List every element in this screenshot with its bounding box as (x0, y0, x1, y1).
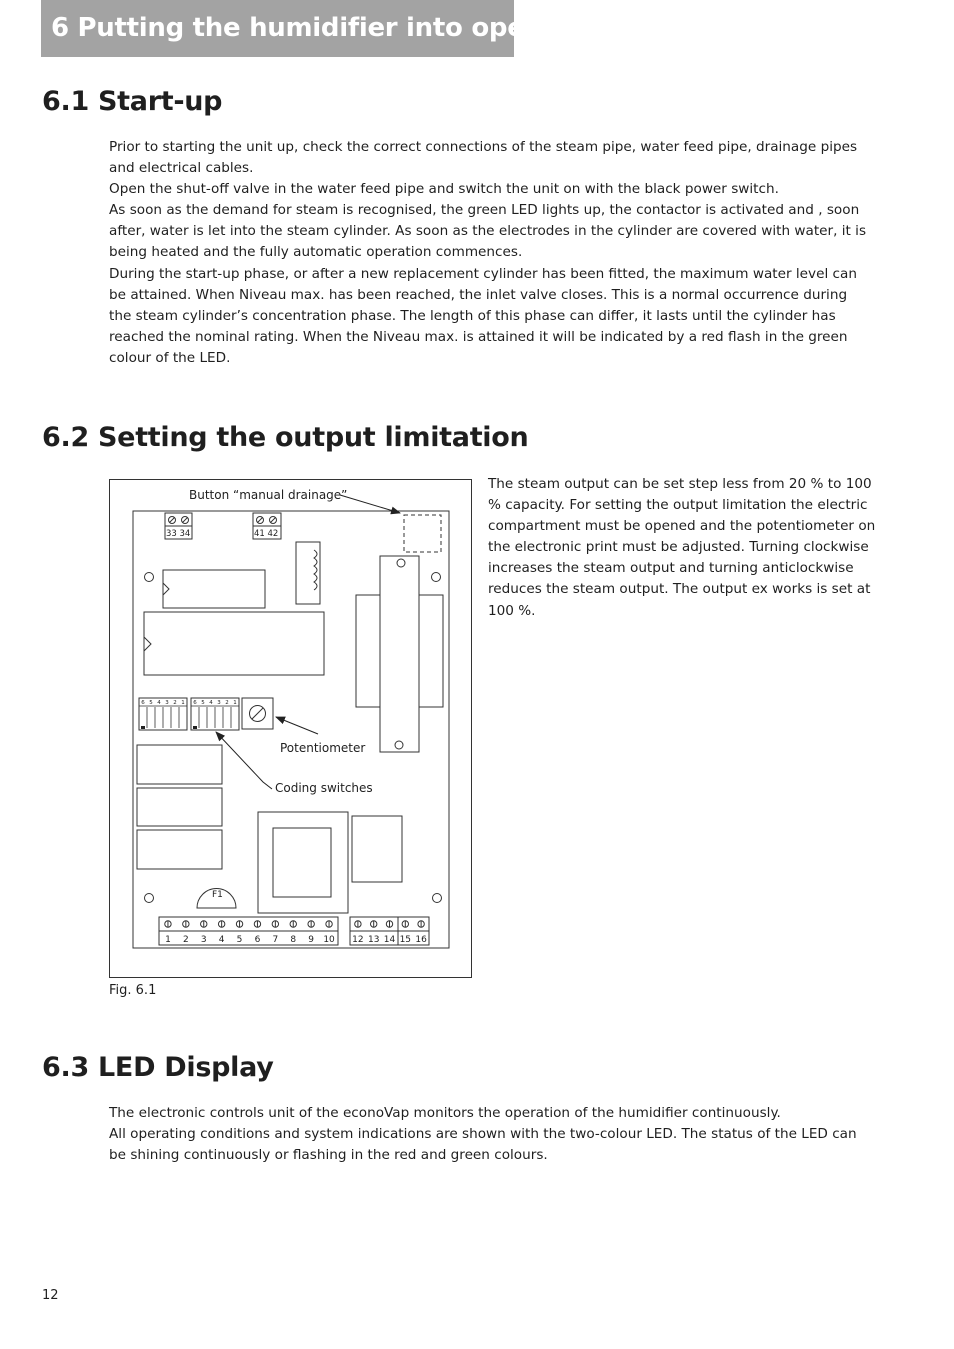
dip-switch-number: 4 (157, 700, 161, 706)
figure-circuit-board (109, 479, 472, 978)
section-heading-led-display: 6.3 LED Display (42, 1052, 274, 1083)
terminal-number: 5 (236, 935, 243, 945)
terminal-number: 12 (352, 935, 364, 945)
label-potentiometer: Potentiometer (280, 741, 366, 755)
startup-paragraph-4: During the start-up phase, or after a new replacement cylinder has been fitted, the maximum water level can be attained. When Niveau max. has been reached, the inlet valve closes. This is a normal occurrence during the steam cylinder’s concentration phase. The length of this phase can differ, it lasts until the cylinder has reached the nominal rating. When the Niveau max. is attained it will be indicated by a red flash in the green colour of the LED. (109, 265, 857, 366)
terminal-number: 6 (254, 935, 261, 945)
arrow-manual-drainage (340, 495, 400, 513)
dip-switch-number: 1 (233, 700, 237, 706)
label-terminal-41-42: 41 42 (254, 529, 279, 539)
label-manual-drainage: Button “manual drainage” (189, 488, 348, 502)
relay-block-3 (137, 830, 222, 869)
chip-large (144, 612, 324, 675)
chip-small (163, 570, 265, 608)
output-limitation-text: The steam output can be set step less from 20 % to 100 % capacity. For setting the output limitation the electric compartment must be opened and the potentiometer on the electronic print must be adjusted. Turning clockwise increases the steam output and turning anticlockwise reduces the steam output. The output ex works is set at 100 %. (488, 476, 876, 619)
mounting-hole (145, 573, 154, 582)
dip-switch-number: 6 (141, 700, 145, 706)
terminal-number: 3 (200, 935, 207, 945)
dip-switch-number: 5 (201, 700, 205, 706)
dip-switch-number: 2 (173, 700, 177, 706)
relay-block-1 (137, 745, 222, 784)
arrow-potentiometer (276, 717, 318, 734)
relay-block-2 (137, 788, 222, 826)
dip-switch-number: 3 (165, 700, 169, 706)
terminal-number: 4 (218, 935, 225, 945)
terminal-number: 7 (272, 935, 279, 945)
startup-paragraph-2: Open the shut-off valve in the water feed pipe and switch the unit on with the black power switch. (109, 181, 779, 198)
connector-coil (296, 542, 320, 604)
relay-side-right (419, 595, 443, 707)
dip-marker (193, 726, 197, 729)
figure-caption: Fig. 6.1 (109, 983, 157, 998)
mounting-hole (145, 894, 154, 903)
relay-column (380, 556, 419, 752)
section-heading-startup: 6.1 Start-up (42, 86, 223, 117)
startup-text (109, 137, 869, 369)
terminal-number: 15 (399, 935, 412, 945)
startup-paragraph-1: Prior to starting the unit up, check the correct connections of the steam pipe, water feed pipe, drainage pipes and electrical cables. (109, 139, 858, 177)
dip-switch-number: 1 (181, 700, 185, 706)
dip-switch-number: 3 (217, 700, 221, 706)
page-number: 12 (42, 1288, 59, 1303)
dip-switch-number: 6 (193, 700, 197, 706)
terminal-number: 1 (165, 935, 171, 945)
dip-switch-number: 2 (225, 700, 229, 706)
mounting-hole (433, 894, 442, 903)
mounting-hole (432, 573, 441, 582)
led-paragraph-2: All operating conditions and system indications are shown with the two-colour LED. The status of the LED can be shining continuously or flashing in the red and green colours. (109, 1126, 857, 1164)
section-heading-output-limitation: 6.2 Setting the output limitation (42, 422, 529, 453)
terminal-number: 2 (182, 935, 189, 945)
transformer (258, 812, 348, 913)
terminal-number: 10 (323, 935, 335, 945)
label-coding-switches: Coding switches (275, 781, 373, 795)
terminal-number: 14 (383, 935, 396, 945)
terminal-number: 8 (290, 935, 297, 945)
relay-side-left (356, 595, 380, 707)
dip-switch-number: 5 (149, 700, 153, 706)
arrow-coding-switches (216, 732, 272, 789)
dip-switch-number: 4 (209, 700, 213, 706)
startup-paragraph-3: As soon as the demand for steam is recognised, the green LED lights up, the contactor is activated and , soon after, water is let into the steam cylinder. As soon as the electrodes in the cylinder are covered with water, it is being heated and the fully automatic operation commences. (109, 202, 867, 261)
terminal-number: 13 (367, 935, 380, 945)
label-terminal-33-34: 33 34 (166, 529, 191, 539)
chapter-title: 6 Putting the humidifier into operation (51, 13, 611, 43)
led-paragraph-1: The electronic controls unit of the econoVap monitors the operation of the humidifier continuously. (109, 1105, 781, 1121)
terminal-number: 9 (308, 935, 315, 945)
label-fuse: F1 (212, 890, 223, 900)
circuit-board-diagram (110, 480, 473, 979)
terminal-number: 16 (415, 935, 427, 945)
dip-marker (141, 726, 145, 729)
led-display-text (109, 1103, 869, 1166)
capacitor-block (352, 816, 402, 882)
manual-drainage-button (404, 515, 441, 552)
